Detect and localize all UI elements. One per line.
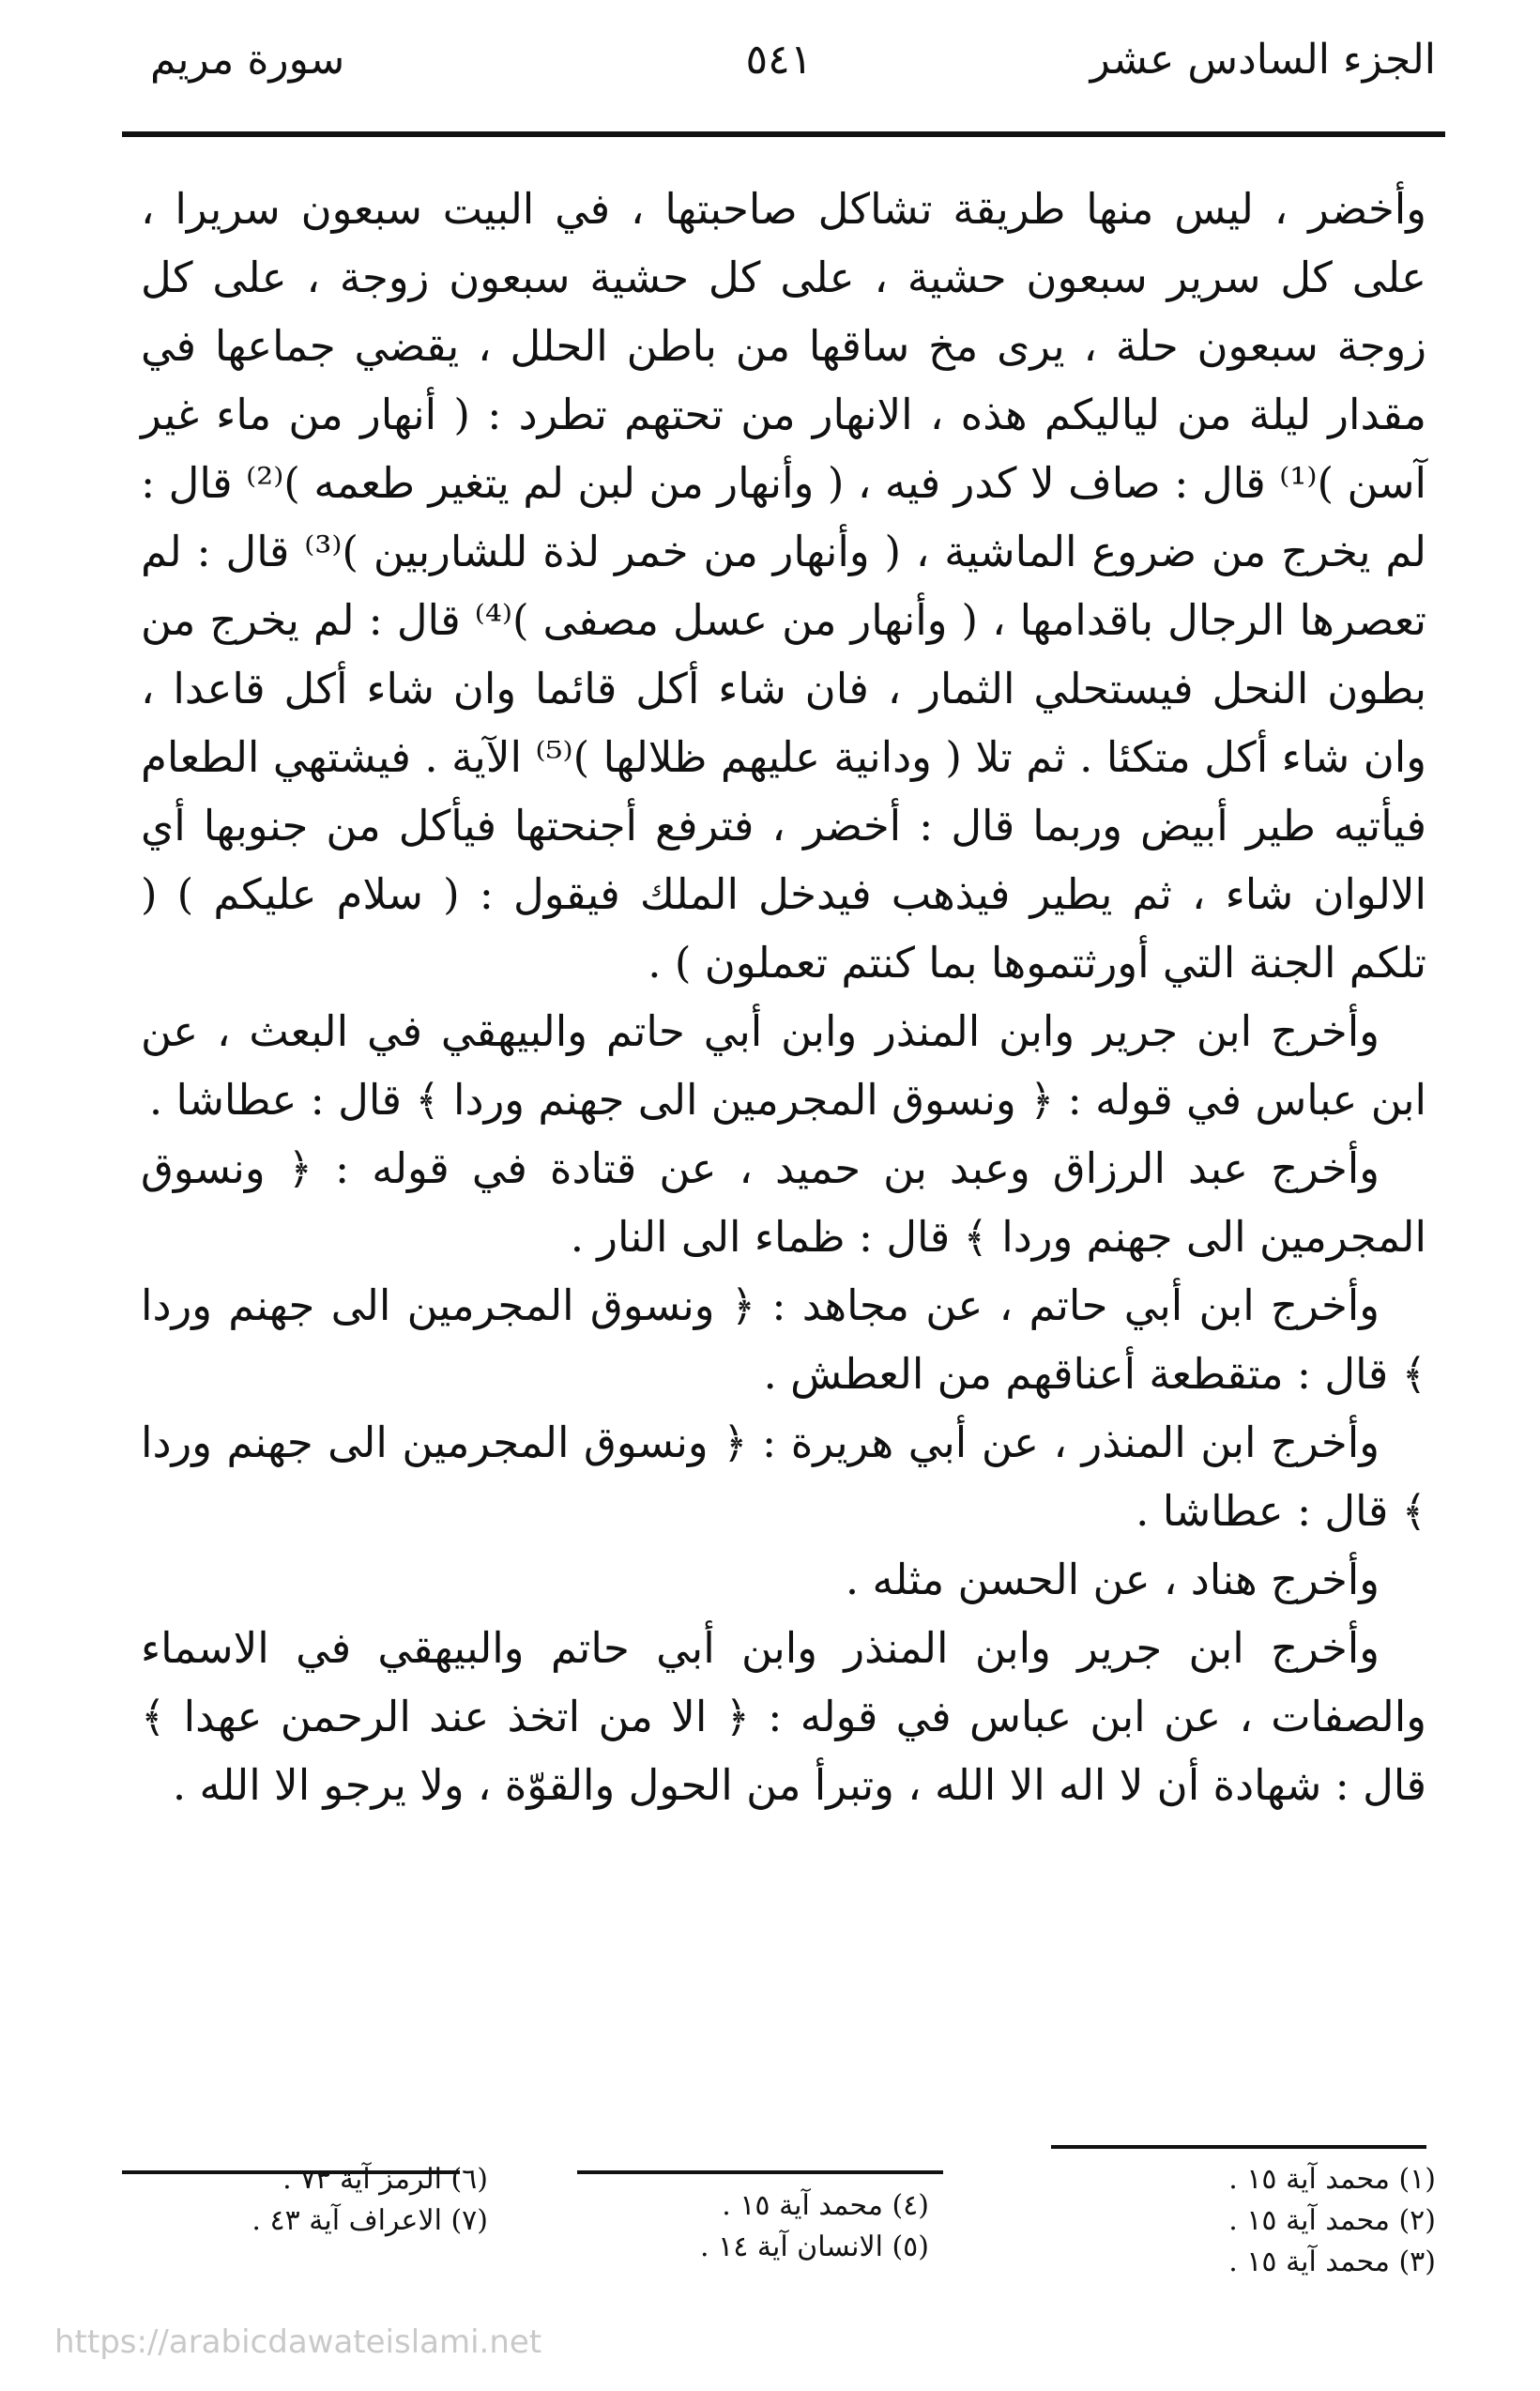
main-text bbox=[141, 175, 1426, 1819]
footnote: (٤) محمد آية ١٥ . bbox=[722, 2189, 929, 2222]
paragraph: وأخرج ابن أبي حاتم ، عن مجاهد : ﴿ ونسوق المجرمين الى جهنم وردا ﴾ قال : متقطعة أعناقهم من العطش . bbox=[141, 1280, 1426, 1399]
paragraph: وأخرج عبد الرزاق وعبد بن حميد ، عن قتادة في قوله : ﴿ ونسوق المجرمين الى جهنم وردا ﴾ قال : ظماء الى النار . bbox=[141, 1143, 1426, 1262]
footnote: (٦) الرمز آية ٧٣ . bbox=[282, 2163, 488, 2196]
footnote-column bbox=[1228, 2159, 1436, 2283]
footnote-column bbox=[252, 2159, 488, 2242]
footnotes bbox=[122, 2159, 1436, 2319]
paragraph: وأخرج ابن جرير وابن المنذر وابن أبي حاتم والبيهقي في الاسماء والصفات ، عن ابن عباس في قوله : ﴿ الا من اتخذ عند الرحمن عهدا ﴾ قال : شهادة أن لا اله الا الله ، وتبرأ من الحول والقوّة ، ولا يرجو الا الله . bbox=[141, 1623, 1426, 1810]
paragraph: وأخضر ، ليس منها طريقة تشاكل صاحبتها ، في البيت سبعون سريرا ، على كل سرير سبعون حشية ، على كل حشية سبعون زوجة ، على كل زوجة سبعون حلة ، يرى مخ ساقها من باطن الحلل ، يقضي جماعها في مقدار ليلة من لياليكم هذه ، الانهار من تحتهم تطرد : ( أنهار من ماء غير آسن )⁽¹⁾ قال : صاف لا كدر فيه ، ( وأنهار من لبن لم يتغير طعمه )⁽²⁾ قال : لم يخرج من ضروع الماشية ، ( وأنهار من خمر لذة للشاربين )⁽³⁾ قال : لم تعصرها الرجال باقدامها ، ( وأنهار من عسل مصفى )⁽⁴⁾ قال : لم يخرج من بطون النحل فيستحلي الثمار ، فان شاء أكل قائما وان شاء أكل قاعدا ، وان شاء أكل متكئا . ثم تلا ( ودانية عليهم ظلالها )⁽⁵⁾ الآية . فيشتهي الطعام فيأتيه طير أبيض وربما قال : أخضر ، فترفع أجنحتها فيأكل من جنوبها أي الالوان شاء ، ثم يطير فيذهب فيدخل الملك فيقول : ( سلام عليكم ) ( تلكم الجنة التي أورثتموها بما كنتم تعملون ) . bbox=[141, 184, 1427, 988]
surah-title: سورة مريم bbox=[150, 36, 345, 84]
footnote: (٥) الانسان آية ١٤ . bbox=[700, 2230, 929, 2263]
footnote: (٣) محمد آية ١٥ . bbox=[1228, 2245, 1436, 2278]
page-header bbox=[122, 36, 1436, 101]
page-number: ٥٤١ bbox=[745, 36, 813, 84]
footnote: (١) محمد آية ١٥ . bbox=[1228, 2163, 1436, 2196]
paragraph: وأخرج هناد ، عن الحسن مثله . bbox=[845, 1555, 1380, 1604]
part-title: الجزء السادس عشر bbox=[1090, 36, 1436, 84]
footnote-column bbox=[700, 2185, 929, 2268]
footnote: (٧) الاعراف آية ٤٣ . bbox=[252, 2204, 488, 2237]
header-rule bbox=[122, 131, 1445, 137]
watermark-url: https://arabicdawateislami.net bbox=[54, 2323, 542, 2361]
footnote-rule bbox=[1051, 2145, 1426, 2149]
paragraph: وأخرج ابن المنذر ، عن أبي هريرة : ﴿ ونسوق المجرمين الى جهنم وردا ﴾ قال : عطاشا . bbox=[141, 1418, 1426, 1536]
paragraph: وأخرج ابن جرير وابن المنذر وابن أبي حاتم والبيهقي في البعث ، عن ابن عباس في قوله : ﴿ ونسوق المجرمين الى جهنم وردا ﴾ قال : عطاشا . bbox=[141, 1006, 1426, 1125]
footnote: (٢) محمد آية ١٥ . bbox=[1228, 2204, 1436, 2237]
